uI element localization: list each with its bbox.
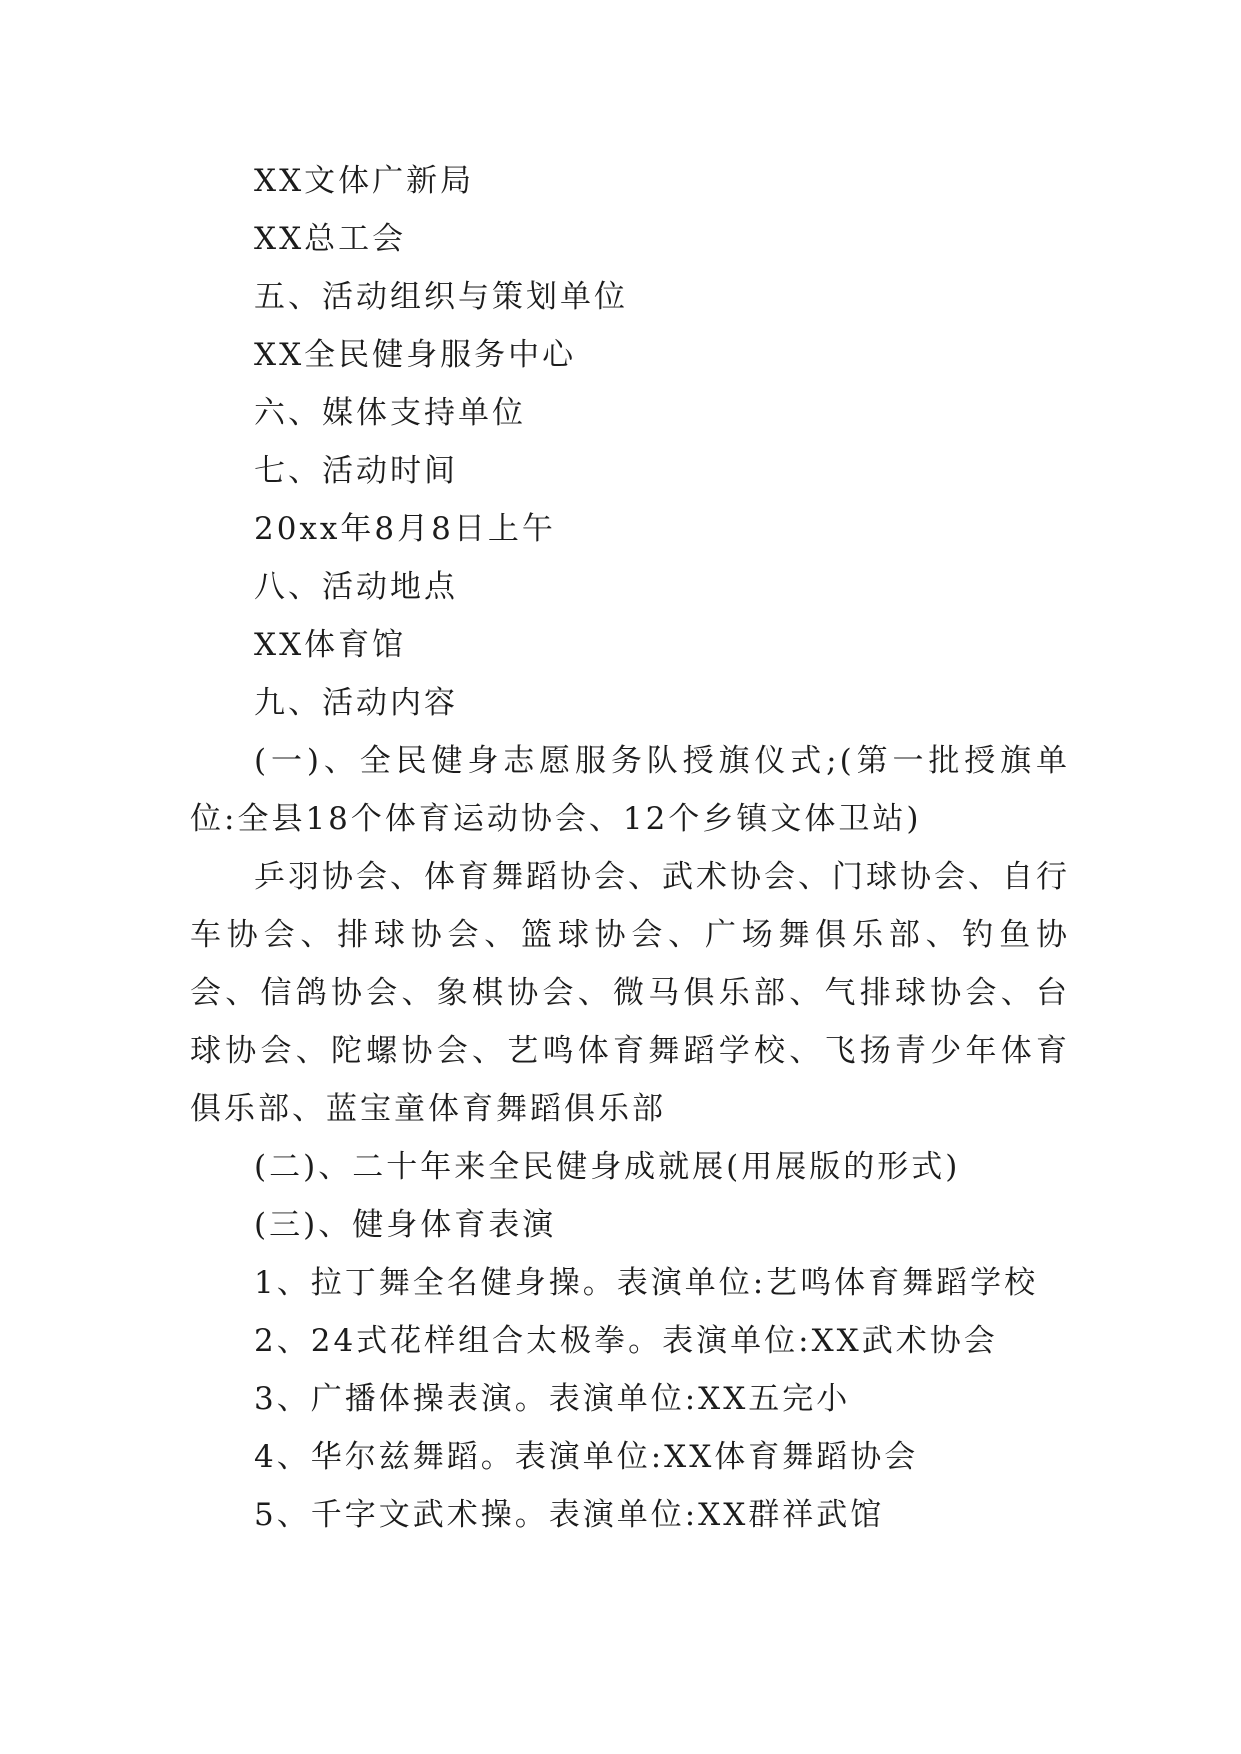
list-item: 2、24式花样组合太极拳。表演单位:XX武术协会 [254,1323,998,1359]
section-heading: 八、活动地点 [254,569,458,605]
document-body [190,152,1070,1544]
list-item: (三)、健身体育表演 [254,1207,557,1243]
section-heading: 九、活动内容 [254,685,458,721]
section-heading: 七、活动时间 [254,453,458,489]
paragraph-flag-ceremony: (一)、全民健身志愿服务队授旗仪式;(第一批授旗单位:全县18个体育运动协会、12个乡镇文体卫站) [190,743,1070,837]
list-item: 4、华尔兹舞蹈。表演单位:XX体育舞蹈协会 [254,1439,919,1475]
section-heading: 五、活动组织与策划单位 [254,279,628,315]
paragraph-associations: 乒羽协会、体育舞蹈协会、武术协会、门球协会、自行车协会、排球协会、篮球协会、广场舞俱乐部、钓鱼协会、信鸽协会、象棋协会、微马俱乐部、气排球协会、台球协会、陀螺协会、艺鸣体育舞蹈学校、飞扬青少年体育俱乐部、蓝宝童体育舞蹈俱乐部 [190,859,1070,1127]
list-item: (二)、二十年来全民健身成就展(用展版的形式) [254,1149,961,1185]
list-item: 1、拉丁舞全名健身操。表演单位:艺鸣体育舞蹈学校 [254,1265,1039,1301]
text-line: XX全民健身服务中心 [254,337,577,373]
text-line: XX文体广新局 [254,163,475,199]
list-item: 5、千字文武术操。表演单位:XX群祥武馆 [254,1497,885,1533]
list-item: 3、广播体操表演。表演单位:XX五完小 [254,1381,851,1417]
text-line: XX体育馆 [254,627,407,663]
text-line: XX总工会 [254,221,407,257]
section-heading: 六、媒体支持单位 [254,395,526,431]
text-line: 20xx年8月8日上午 [254,511,556,547]
